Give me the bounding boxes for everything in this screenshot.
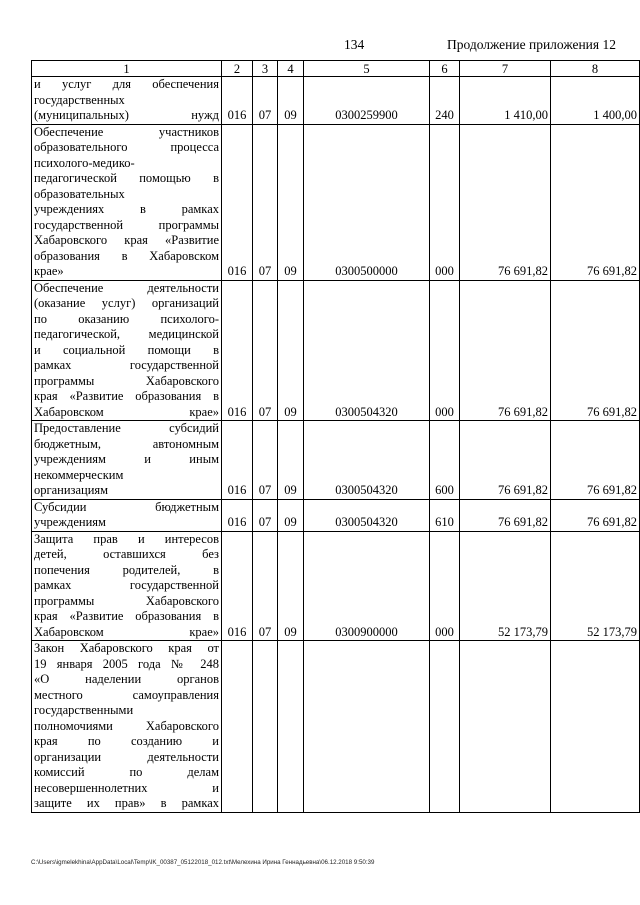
ministry-code: 016 — [222, 280, 253, 421]
column-header: 6 — [430, 61, 460, 77]
table-row — [32, 531, 640, 641]
table-row — [32, 280, 640, 421]
target-article-code: 0300504320 — [304, 499, 430, 531]
table-row — [32, 421, 640, 500]
amount-col7: 76 691,82 — [460, 124, 551, 280]
expense-type-code — [430, 641, 460, 813]
expense-type-code: 000 — [430, 280, 460, 421]
amount-col8: 76 691,82 — [551, 421, 640, 500]
page-number: 134 — [344, 37, 365, 52]
table-row — [32, 124, 640, 280]
table-row — [32, 77, 640, 125]
column-header: 3 — [253, 61, 278, 77]
amount-col7: 76 691,82 — [460, 421, 551, 500]
subsection-code: 09 — [278, 531, 304, 641]
subsection-code — [278, 641, 304, 813]
section-code: 07 — [253, 124, 278, 280]
expense-type-code: 240 — [430, 77, 460, 125]
row-description: Субсидии бюджетным учреждениям — [32, 499, 222, 531]
target-article-code: 0300504320 — [304, 421, 430, 500]
amount-col8: 52 173,79 — [551, 531, 640, 641]
column-header: 7 — [460, 61, 551, 77]
ministry-code: 016 — [222, 77, 253, 125]
column-header: 2 — [222, 61, 253, 77]
amount-col7: 52 173,79 — [460, 531, 551, 641]
section-code: 07 — [253, 531, 278, 641]
amount-col8 — [551, 641, 640, 813]
ministry-code: 016 — [222, 531, 253, 641]
row-description: Закон Хабаровского края от 19 января 2005 года № 248 «О наделении органов местного самоуправления государственными полномочиями Хабаровского края по созданию и организации деятельности комиссий по делам несовершеннолетних и защите их прав» в рамках — [32, 641, 222, 813]
column-header: 8 — [551, 61, 640, 77]
ministry-code: 016 — [222, 499, 253, 531]
expense-type-code: 610 — [430, 499, 460, 531]
row-description: Предоставление субсидий бюджетным, автономным учреждениям и иным некоммерческим организациям — [32, 421, 222, 500]
ministry-code: 016 — [222, 421, 253, 500]
target-article-code: 0300259900 — [304, 77, 430, 125]
row-description: Защита прав и интересов детей, оставшихся без попечения родителей, в рамках государственной программы Хабаровского края «Развитие образования в Хабаровском крае» — [32, 531, 222, 641]
appendix-continuation: Продолжение приложения 12 — [446, 37, 616, 52]
target-article-code: 0300900000 — [304, 531, 430, 641]
column-header-row — [32, 61, 640, 77]
page-header — [0, 37, 640, 57]
ministry-code: 016 — [222, 124, 253, 280]
file-path-footer: C:\Users\igmelekhina\AppData\Local\Temp\IK_00387_05122018_012.txt\Мелехина Ирина Геннадьевна\06.12.2018 9:50:39 — [31, 859, 375, 866]
table-row — [32, 641, 640, 813]
subsection-code: 09 — [278, 499, 304, 531]
amount-col7 — [460, 641, 551, 813]
row-description: и услуг для обеспечения государственных (муниципальных) нужд — [32, 77, 222, 125]
column-header: 1 — [32, 61, 222, 77]
amount-col8: 76 691,82 — [551, 124, 640, 280]
expense-type-code: 000 — [430, 531, 460, 641]
budget-table — [31, 60, 640, 813]
section-code — [253, 641, 278, 813]
target-article-code — [304, 641, 430, 813]
column-header: 4 — [278, 61, 304, 77]
amount-col7: 1 410,00 — [460, 77, 551, 125]
row-description: Обеспечение деятельности (оказание услуг) организаций по оказанию психолого- педагогической, медицинской и социальной помощи в рамках государственной программы Хабаровского края «Развитие образования в Хабаровском крае» — [32, 280, 222, 421]
expense-type-code: 600 — [430, 421, 460, 500]
amount-col8: 76 691,82 — [551, 280, 640, 421]
target-article-code: 0300500000 — [304, 124, 430, 280]
subsection-code: 09 — [278, 421, 304, 500]
row-description: Обеспечение участников образовательного процесса психолого-медико- педагогической помощью в образовательных учреждениях в рамках государственной программы Хабаровского края «Развитие образования в Хабаровском крае» — [32, 124, 222, 280]
amount-col7: 76 691,82 — [460, 499, 551, 531]
ministry-code — [222, 641, 253, 813]
expense-type-code: 000 — [430, 124, 460, 280]
table-row — [32, 499, 640, 531]
amount-col8: 1 400,00 — [551, 77, 640, 125]
amount-col7: 76 691,82 — [460, 280, 551, 421]
subsection-code: 09 — [278, 77, 304, 125]
amount-col8: 76 691,82 — [551, 499, 640, 531]
subsection-code: 09 — [278, 124, 304, 280]
section-code: 07 — [253, 499, 278, 531]
section-code: 07 — [253, 280, 278, 421]
target-article-code: 0300504320 — [304, 280, 430, 421]
section-code: 07 — [253, 421, 278, 500]
column-header: 5 — [304, 61, 430, 77]
subsection-code: 09 — [278, 280, 304, 421]
section-code: 07 — [253, 77, 278, 125]
